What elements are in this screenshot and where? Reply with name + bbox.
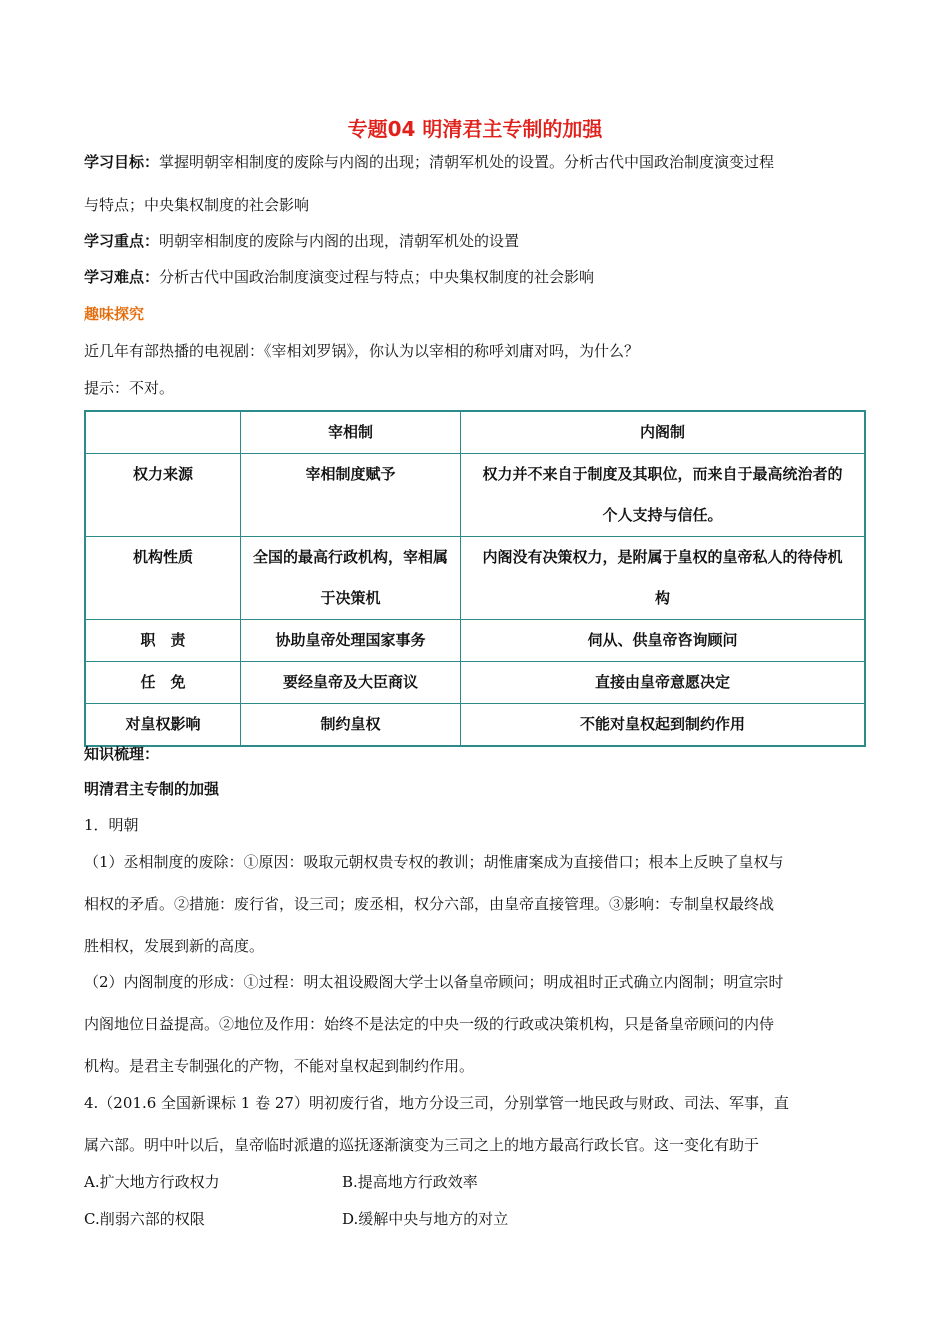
paragraph-line: 相权的矛盾。②措施：废行省，设三司；废丞相，权分六部，由皇帝直接管理。③影响：专制皇权最终战: [84, 895, 775, 913]
paragraph-line: 机构。是君主专制强化的产物，不能对皇权起到制约作用。: [84, 1057, 475, 1075]
cell-line: 个人支持与信任。: [602, 506, 723, 524]
difficulty-text: 分析古代中国政治制度演变过程与特点；中央集权制度的社会影响: [159, 268, 595, 286]
cell-line: 全国的最高行政机构，宰相属: [252, 548, 448, 566]
fun-hint: 提示：不对。: [84, 379, 175, 397]
learning-goal-text-2: 与特点；中央集权制度的社会影响: [84, 196, 310, 214]
paragraph-line: 胜相权，发展到新的高度。: [84, 937, 265, 955]
knowledge-heading: 知识梳理：: [84, 745, 160, 763]
cell-line: 于决策机: [320, 589, 381, 607]
table-header-row: [85, 411, 865, 454]
option-b: B.提高地方行政效率: [342, 1173, 478, 1191]
table-row: [85, 704, 865, 747]
section-ming: 1．明朝: [84, 816, 139, 834]
cell-line: 权力并不来自于制度及其职位，而来自于最高统治者的: [482, 465, 843, 483]
learning-goal: [84, 152, 874, 172]
difficulty: [84, 267, 874, 287]
page-title: 专题04 明清君主专制的加强: [347, 117, 603, 141]
key-point: [84, 231, 874, 251]
fun-heading: 趣味探究: [84, 305, 145, 323]
cell-line: 构: [654, 589, 670, 607]
comparison-table: [84, 410, 866, 747]
fun-question: 近几年有部热播的电视剧：《宰相刘罗锅》，你认为以宰相的称呼刘庸对吗，为什么？: [84, 342, 640, 360]
row-label: 权力来源: [85, 454, 241, 537]
key-point-text: 明朝宰相制度的废除与内阁的出现，清朝军机处的设置: [159, 232, 520, 250]
knowledge-subheading: 明清君主专制的加强: [84, 780, 220, 798]
table-row: [85, 662, 865, 704]
question-line: 属六部。明中叶以后，皇帝临时派遣的巡抚逐渐演变为三司之上的地方最高行政长官。这一变化有助于: [84, 1136, 760, 1154]
table-row: [85, 620, 865, 662]
table-row: [85, 537, 865, 620]
option-a: A.扩大地方行政权力: [84, 1173, 220, 1191]
table-header-cell: 内阁制: [461, 411, 866, 454]
learning-goal-text-1: 掌握明朝宰相制度的废除与内阁的出现；清朝军机处的设置。分析古代中国政治制度演变过程: [159, 153, 775, 171]
chancellor-cell: 协助皇帝处理国家事务: [241, 620, 461, 662]
learning-goal-label: 学习目标：: [84, 153, 160, 171]
table-header-cell: [85, 411, 241, 454]
cabinet-cell: [461, 454, 866, 537]
cabinet-cell: 伺从、供皇帝咨询顾问: [461, 620, 866, 662]
paragraph-line: 内阁地位日益提高。②地位及作用：始终不是法定的中央一级的行政或决策机构，只是备皇帝顾问的内侍: [84, 1015, 775, 1033]
key-point-label: 学习重点：: [84, 232, 160, 250]
question-line: 4.（201.6 全国新课标 1 卷 27）明初废行省，地方分设三司，分别掌管一地民政与财政、司法、军事，直: [84, 1094, 789, 1112]
row-label: 任 免: [85, 662, 241, 704]
row-label: 机构性质: [85, 537, 241, 620]
option-c: C.削弱六部的权限: [84, 1210, 205, 1228]
table-row: [85, 454, 865, 537]
cabinet-cell: 直接由皇帝意愿决定: [461, 662, 866, 704]
cabinet-cell: [461, 537, 866, 620]
chancellor-cell: 制约皇权: [241, 704, 461, 747]
table-header-cell: 宰相制: [241, 411, 461, 454]
paragraph-line: （2）内阁制度的形成：①过程：明太祖设殿阁大学士以备皇帝顾问；明成祖时正式确立内阁制；明宣宗时: [84, 973, 784, 991]
cell-line: 内阁没有决策权力，是附属于皇权的皇帝私人的待侍机: [482, 548, 843, 566]
chancellor-cell: 宰相制度赋予: [241, 454, 461, 537]
cabinet-cell: 不能对皇权起到制约作用: [461, 704, 866, 747]
chancellor-cell: [241, 537, 461, 620]
difficulty-label: 学习难点：: [84, 268, 160, 286]
chancellor-cell: 要经皇帝及大臣商议: [241, 662, 461, 704]
paragraph-line: （1）丞相制度的废除：①原因：吸取元朝权贵专权的教训；胡惟庸案成为直接借口；根本上反映了皇权与: [84, 853, 784, 871]
row-label: 对皇权影响: [85, 704, 241, 747]
row-label: 职 责: [85, 620, 241, 662]
option-d: D.缓解中央与地方的对立: [342, 1210, 509, 1228]
